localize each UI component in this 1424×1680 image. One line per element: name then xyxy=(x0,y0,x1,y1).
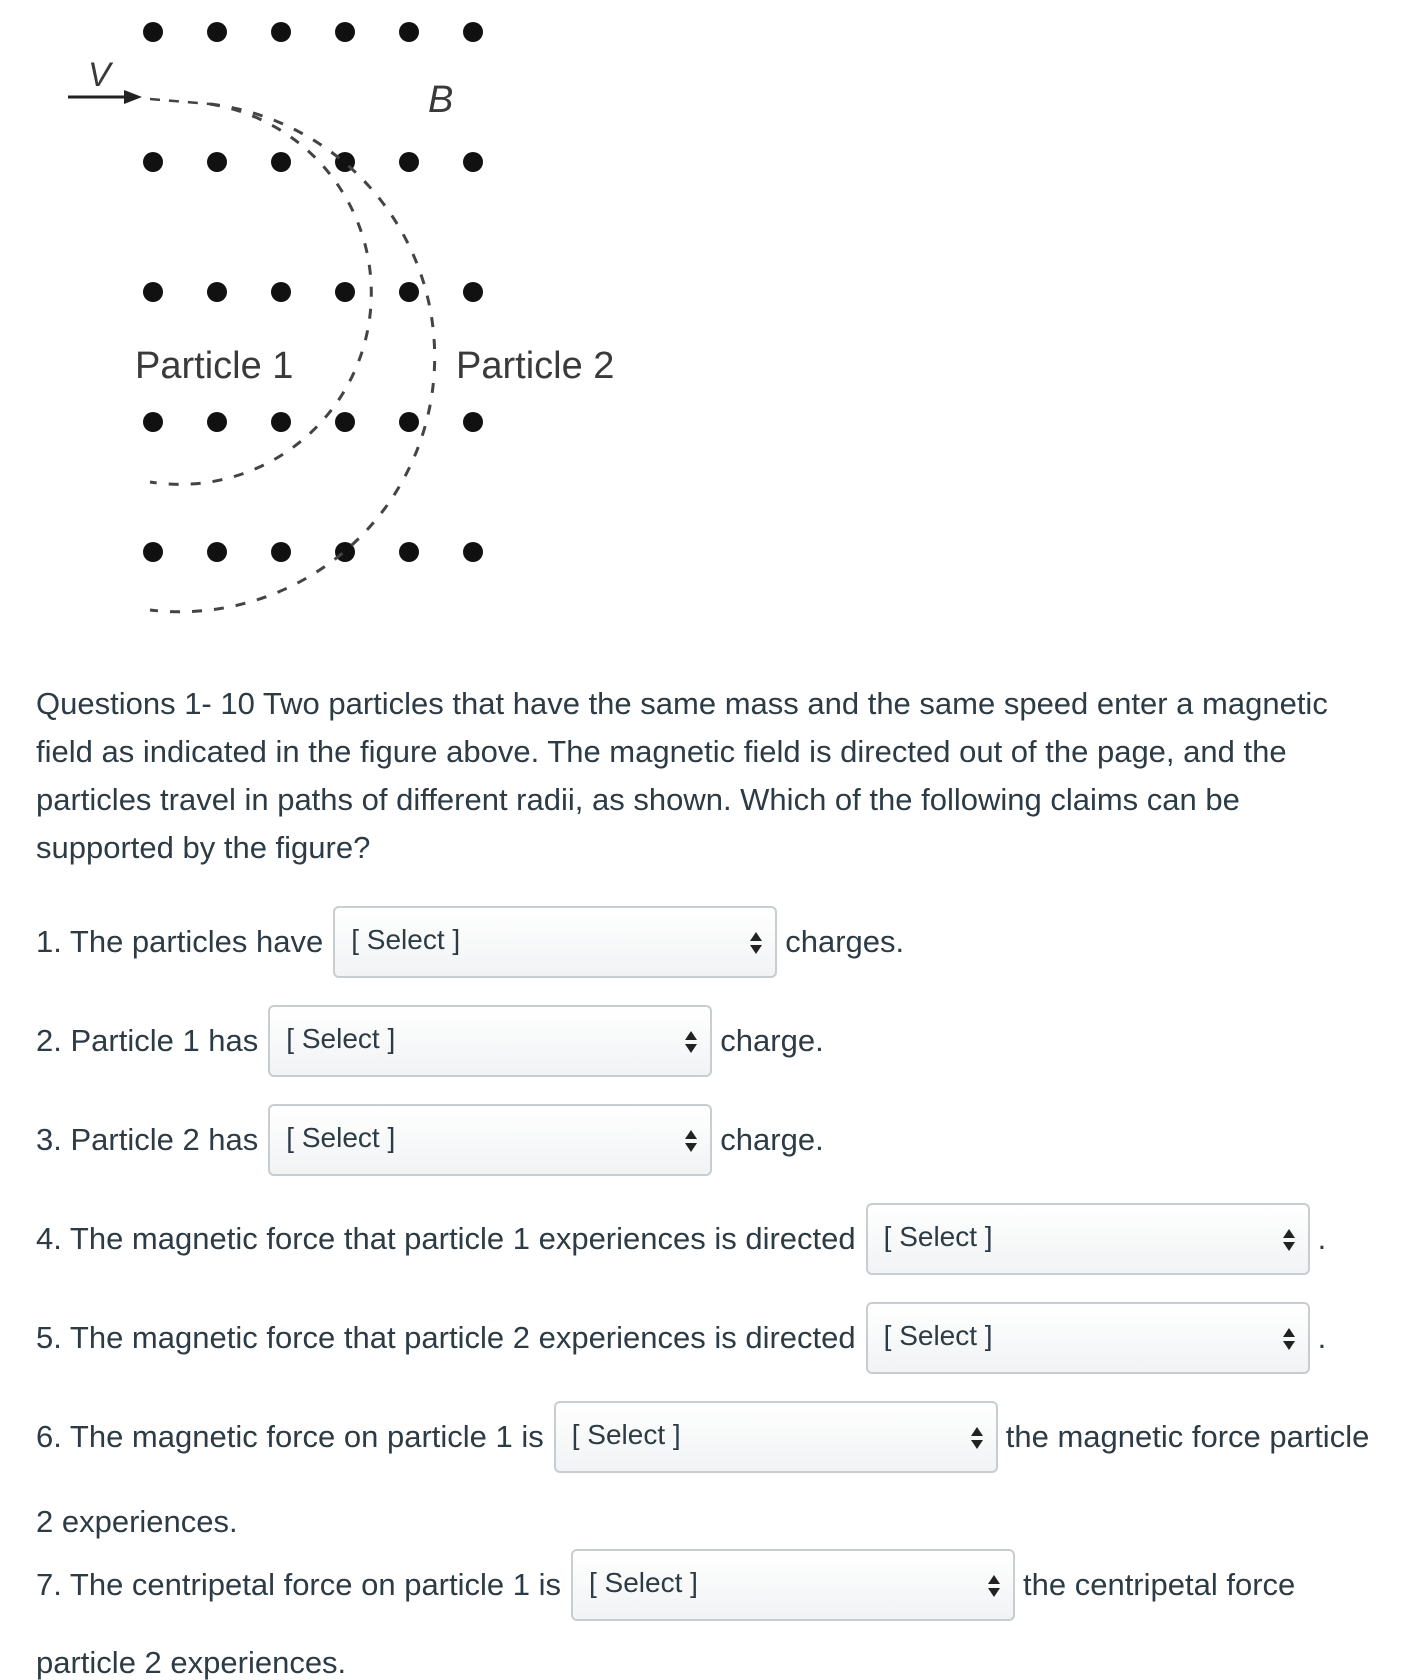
field-dot xyxy=(335,412,355,432)
item-1-after: charges. xyxy=(785,924,905,959)
item-5-select[interactable] xyxy=(866,1302,1310,1374)
field-dot xyxy=(463,152,483,172)
field-dot xyxy=(463,22,483,42)
item-6-before: 6. The magnetic force on particle 1 is xyxy=(36,1419,544,1454)
item-3 xyxy=(36,1104,824,1176)
velocity-label: V xyxy=(88,56,111,94)
particle1-label: Particle 1 xyxy=(135,345,294,387)
item-6-select[interactable] xyxy=(554,1401,998,1473)
field-dot xyxy=(399,152,419,172)
field-dot xyxy=(207,152,227,172)
item-4-select[interactable] xyxy=(866,1203,1310,1275)
field-dot xyxy=(399,412,419,432)
item-7-before: 7. The centripetal force on particle 1 is xyxy=(36,1567,561,1602)
item-3-select[interactable] xyxy=(268,1104,712,1176)
item-2-select-value: [ Select ] xyxy=(286,1023,396,1054)
field-dot xyxy=(207,542,227,562)
item-1-before: 1. The particles have xyxy=(36,924,324,959)
item-2-before: 2. Particle 1 has xyxy=(36,1023,259,1058)
field-dot xyxy=(207,412,227,432)
particle2-label: Particle 2 xyxy=(456,345,615,387)
item-1 xyxy=(36,906,904,978)
select-arrows-icon xyxy=(684,1029,698,1055)
item-5-before: 5. The magnetic force that particle 2 experiences is directed xyxy=(36,1320,856,1355)
field-dot xyxy=(143,22,163,42)
item-3-select-value: [ Select ] xyxy=(286,1122,396,1153)
select-arrows-icon xyxy=(1282,1227,1296,1253)
item-4 xyxy=(36,1203,1326,1275)
field-dot xyxy=(143,542,163,562)
field-dot xyxy=(399,542,419,562)
item-5-select-value: [ Select ] xyxy=(883,1320,993,1351)
select-arrows-icon xyxy=(970,1425,984,1451)
question-intro: Questions 1- 10 Two particles that have the same mass and the same speed enter a magnetic field as indicated in the figure above. The magnetic field is directed out of the page, and the particles travel in paths of different radii, as shown. Which of the following claims can be supported by the figure? xyxy=(36,686,1328,865)
field-dot xyxy=(271,22,291,42)
item-4-before: 4. The magnetic force that particle 1 experiences is directed xyxy=(36,1221,856,1256)
select-arrows-icon xyxy=(987,1573,1001,1599)
field-dot xyxy=(271,412,291,432)
item-7-select[interactable] xyxy=(571,1549,1015,1621)
field-dot xyxy=(335,22,355,42)
item-4-select-value: [ Select ] xyxy=(883,1221,993,1252)
select-arrows-icon xyxy=(1282,1326,1296,1352)
item-1-select-value: [ Select ] xyxy=(351,924,461,955)
item-6 xyxy=(36,1401,1369,1473)
item-4-after: . xyxy=(1317,1221,1327,1256)
item-7 xyxy=(36,1549,1295,1621)
field-dot xyxy=(399,22,419,42)
item-7-select-value: [ Select ] xyxy=(589,1567,698,1598)
field-dot xyxy=(335,282,355,302)
item-7-after: the centripetal force xyxy=(1023,1567,1296,1602)
field-dot xyxy=(463,282,483,302)
item-6-after: the magnetic force particle xyxy=(1005,1419,1370,1454)
item-7-continuation: particle 2 experiences. xyxy=(36,1645,347,1680)
field-dot xyxy=(463,542,483,562)
field-dot xyxy=(143,412,163,432)
item-2-select[interactable] xyxy=(268,1005,712,1077)
field-dot xyxy=(207,282,227,302)
item-6-select-value: [ Select ] xyxy=(571,1419,681,1450)
field-dot xyxy=(271,282,291,302)
item-5-after: . xyxy=(1317,1320,1327,1355)
field-dot xyxy=(207,22,227,42)
field-dot xyxy=(143,282,163,302)
item-6-continuation: 2 experiences. xyxy=(36,1504,238,1539)
item-2-after: charge. xyxy=(720,1023,824,1058)
item-1-select[interactable] xyxy=(333,906,777,978)
item-5 xyxy=(36,1302,1326,1374)
field-dot xyxy=(271,542,291,562)
select-arrows-icon xyxy=(684,1128,698,1154)
field-dot xyxy=(399,282,419,302)
item-3-after: charge. xyxy=(720,1122,824,1157)
item-2 xyxy=(36,1005,824,1077)
field-dot xyxy=(463,412,483,432)
field-dot xyxy=(143,152,163,172)
field-dot xyxy=(271,152,291,172)
item-3-before: 3. Particle 2 has xyxy=(36,1122,259,1157)
magnetic-field-figure xyxy=(0,0,700,640)
field-label: B xyxy=(428,79,454,121)
select-arrows-icon xyxy=(749,930,763,956)
